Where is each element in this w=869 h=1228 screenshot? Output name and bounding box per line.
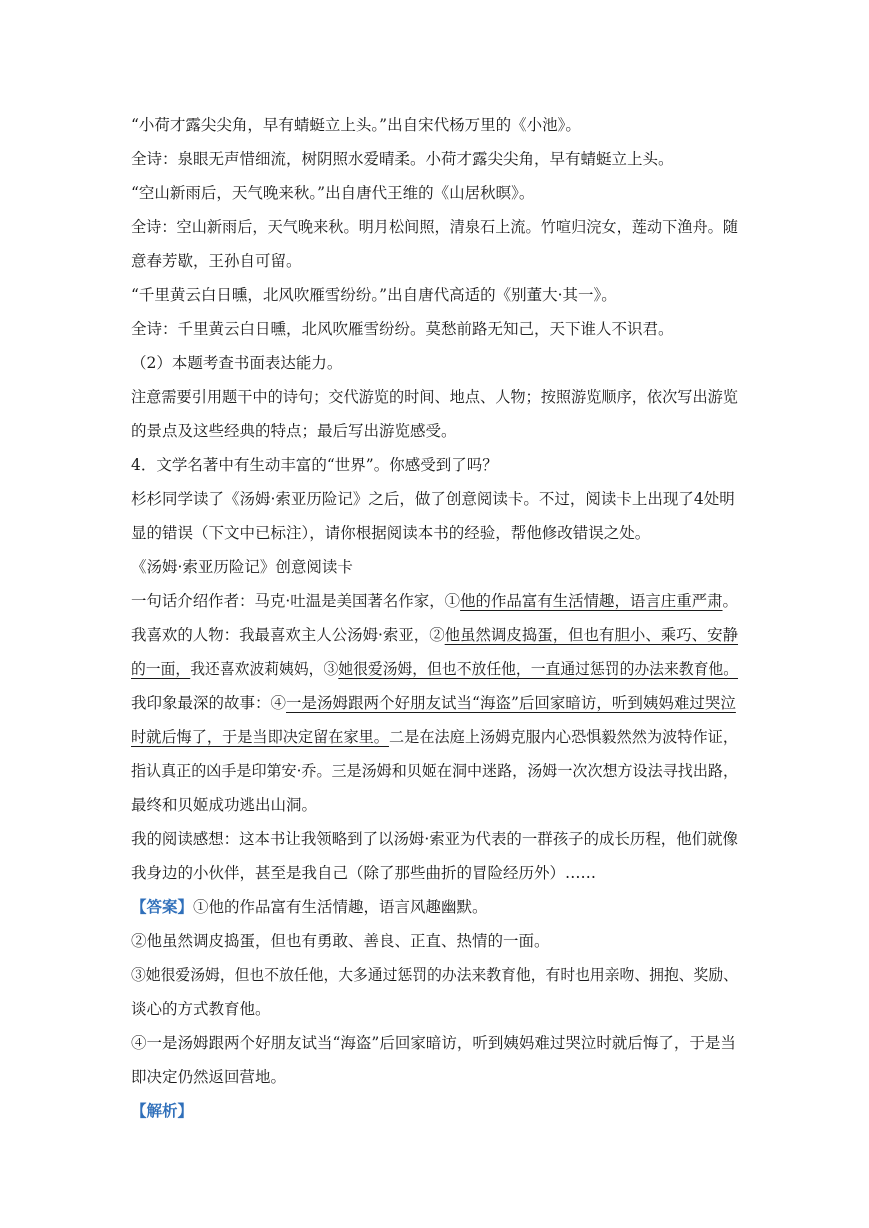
marked-error-text: 她很爱汤姆，但也不放任他，一直通过惩罚的办法来教育他。 (338, 660, 739, 678)
text-segment: （2）本题考查书面表达能力。 (131, 354, 343, 372)
text-line-content (131, 490, 735, 508)
text-line-content (131, 864, 596, 882)
text-line (131, 686, 738, 720)
text-segment: 我的阅读感想：这本书让我领略到了以汤姆·索亚为代表的一群孩子的成长历程，他们就像 (131, 830, 738, 848)
text-line-content (131, 116, 581, 134)
text-line-content (131, 422, 457, 440)
text-line (131, 584, 738, 618)
text-segment: 《汤姆·索亚历险记》创意阅读卡 (131, 558, 353, 576)
marked-error-text: 他虽然调皮捣蛋，但也有胆小、乘巧、安静 (444, 626, 739, 644)
marked-error-text: 时就后悔了，于是当即决定留在家里。 (131, 728, 389, 746)
text-segment: 一句话介绍作者：马克·吐温是美国著名作家，① (131, 592, 461, 610)
text-line (131, 278, 738, 312)
text-segment: 我身边的小伙伴，甚至是我自己（除了那些曲折的冒险经历外）…… (131, 864, 597, 882)
text-line-content (131, 252, 302, 270)
text-segment: 全诗：空山新雨后，天气晚来秋。明月松间照，清泉石上流。竹喧归浣女，莲动下渔舟。随 (131, 218, 738, 236)
text-line (131, 346, 738, 380)
text-line (131, 312, 738, 346)
marked-error-text: 他的作品富有生活情趣，语言庄重严肃 (460, 592, 723, 610)
text-segment: 我喜欢的人物：我最喜欢主人公汤姆·索亚，② (131, 626, 445, 644)
text-line-content (131, 1068, 286, 1086)
text-line-content (131, 1034, 736, 1052)
text-segment: 。 (722, 592, 738, 610)
text-line (131, 380, 738, 414)
text-line (131, 618, 738, 652)
text-line (131, 720, 738, 754)
text-line (131, 516, 738, 550)
section-tag: 【答案】 (131, 897, 194, 916)
text-line-content (131, 380, 738, 414)
text-segment: 显的错误（下文中已标注），请你根据阅读本书的经验，帮他修改错误之处。 (131, 524, 651, 542)
text-line-content (131, 958, 738, 992)
text-segment: 即决定仍然返回营地。 (131, 1068, 287, 1086)
text-line-content (131, 1000, 271, 1018)
text-segment: 注意需要引用题干中的诗句；交代游览的时间、地点、人物；按照游览顺序，依次写出游览 (131, 388, 738, 406)
text-segment: 的景点及这些经典的特点；最后写出游览感受。 (131, 422, 457, 440)
text-line (131, 924, 738, 958)
text-segment: 指认真正的凶手是印第安·乔。三是汤姆和贝姬在洞中迷路，汤姆一次次想方设法寻找出路， (131, 762, 739, 780)
text-segment: “空山新雨后，天气晚来秋。”出自唐代王维的《山居秋暝》。 (131, 184, 535, 202)
text-segment: 二是在法庭上汤姆克服内心恐惧毅然然为波特作证， (388, 728, 739, 746)
text-segment: 4．文学名著中有生动丰富的“世界”。你感受到了吗？ (131, 456, 498, 474)
text-segment: 我印象最深的故事：④ (131, 694, 287, 712)
text-line-content (131, 286, 617, 304)
text-line (131, 244, 738, 278)
text-line (131, 754, 738, 788)
text-line (131, 414, 738, 448)
text-line (131, 992, 738, 1026)
section-tag: 【解析】 (131, 1101, 194, 1120)
text-line (131, 958, 738, 992)
text-line-content (131, 558, 353, 576)
text-line (131, 1094, 738, 1128)
text-segment: ①他的作品富有生活情趣，语言风趣幽默。 (193, 898, 488, 916)
text-line-content (131, 150, 674, 168)
text-line (131, 176, 738, 210)
text-line (131, 652, 738, 686)
text-line-content (131, 694, 736, 712)
text-line (131, 142, 738, 176)
text-line-content (131, 584, 738, 618)
text-line (131, 108, 738, 142)
text-line-content (131, 652, 738, 686)
text-line-content (131, 898, 488, 916)
text-line (131, 822, 738, 856)
text-line (131, 1060, 738, 1094)
text-line-content (131, 320, 674, 338)
text-line-content (131, 354, 342, 372)
text-segment: 谈心的方式教育他。 (131, 1000, 271, 1018)
text-segment: 意春芳歇，王孙自可留。 (131, 252, 302, 270)
text-segment: 全诗：千里黄云白日曛，北风吹雁雪纷纷。莫愁前路无知己，天下谁人不识君。 (131, 320, 674, 338)
text-line-content (131, 796, 317, 814)
text-segment: ③她很爱汤姆，但也不放任他，大多通过惩罚的办法来教育他，有时也用亲吻、拥抱、奖励、 (131, 966, 738, 984)
marked-error-text: 的一面， (131, 660, 191, 678)
text-line (131, 210, 738, 244)
text-line (131, 856, 738, 890)
text-line (131, 448, 738, 482)
text-line-content (131, 184, 534, 202)
document-body (131, 108, 738, 1128)
text-line (131, 550, 738, 584)
text-segment: ②他虽然调皮捣蛋，但也有勇敢、善良、正直、热情的一面。 (131, 932, 550, 950)
text-line-content (131, 720, 738, 754)
text-segment: 全诗：泉眼无声惜细流，树阴照水爱晴柔。小荷才露尖尖角，早有蜻蜓立上头。 (131, 150, 674, 168)
text-line-content (131, 524, 650, 542)
text-line-content (131, 1102, 193, 1120)
text-line (131, 890, 738, 924)
text-segment: 最终和贝姬成功逃出山洞。 (131, 796, 318, 814)
text-line (131, 482, 738, 516)
marked-error-text: 一是汤姆跟两个好朋友试当“海盗”后回家暗访，听到姨妈难过哭泣 (286, 694, 736, 712)
text-line-content (131, 754, 738, 788)
text-line-content (131, 932, 550, 950)
text-line (131, 788, 738, 822)
text-line-content (131, 210, 738, 244)
text-segment: “小荷才露尖尖角，早有蜻蜓立上头。”出自宋代杨万里的《小池》。 (131, 116, 581, 134)
text-line-content (131, 456, 498, 474)
text-segment: 杉杉同学读了《汤姆·索亚历险记》之后，做了创意阅读卡。不过，阅读卡上出现了4处明 (131, 490, 735, 508)
text-line-content (131, 822, 738, 856)
text-segment: ④一是汤姆跟两个好朋友试当“海盗”后回家暗访，听到姨妈难过哭泣时就后悔了，于是当 (131, 1034, 736, 1052)
text-line (131, 1026, 738, 1060)
text-line-content (131, 618, 738, 652)
text-segment: 我还喜欢波莉姨妈，③ (190, 660, 339, 678)
text-segment: “千里黄云白日曛，北风吹雁雪纷纷。”出自唐代高适的《别董大·其一》。 (131, 286, 617, 304)
